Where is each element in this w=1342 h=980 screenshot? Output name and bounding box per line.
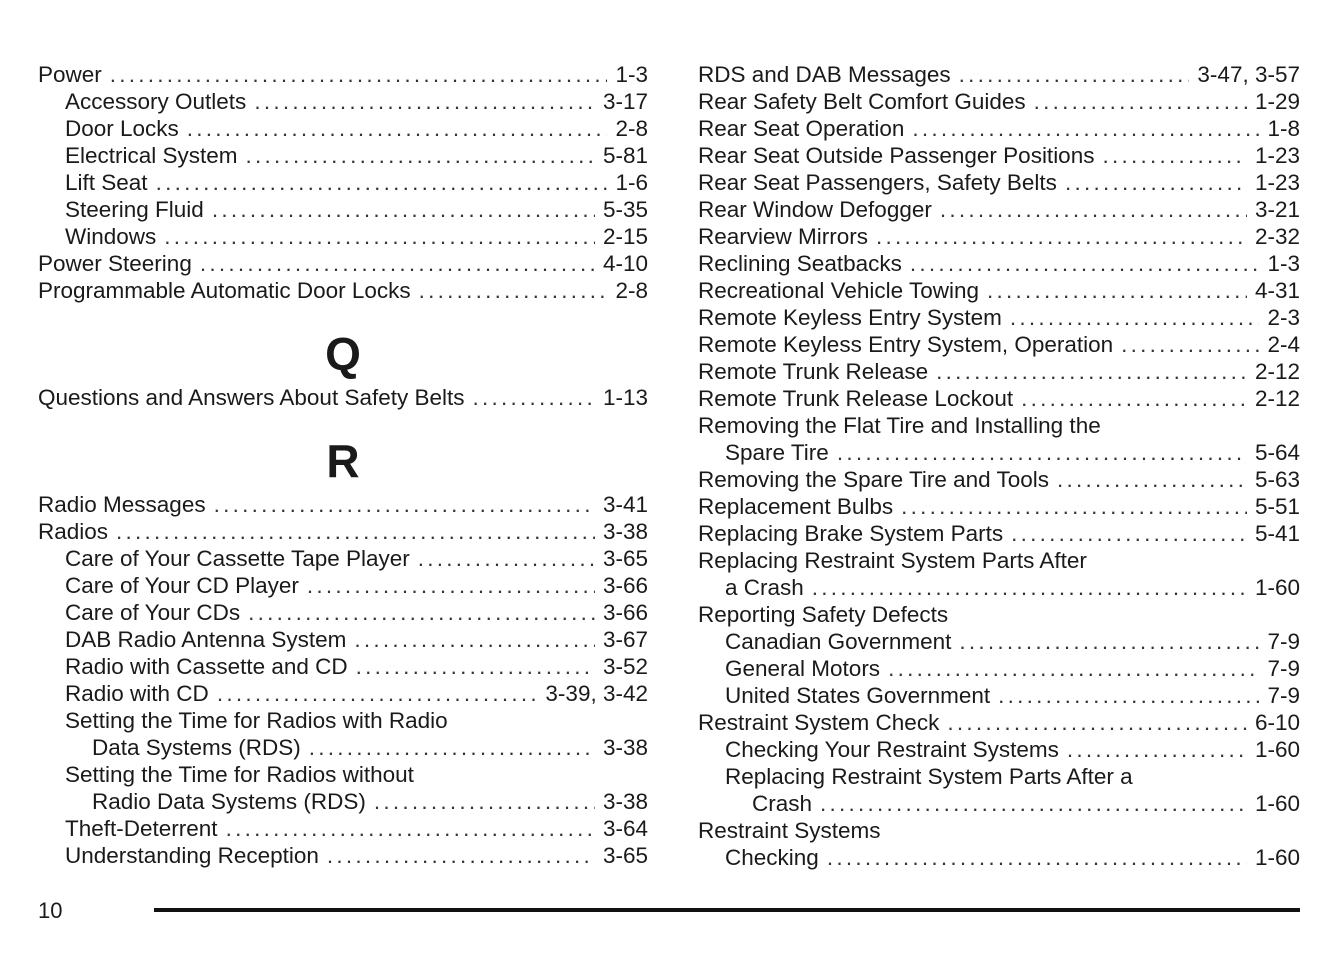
index-entry <box>38 115 648 142</box>
entry-page: 7-9 <box>1267 629 1300 654</box>
dot-leader <box>1065 169 1247 196</box>
entry-label: Remote Keyless Entry System, Operation <box>698 332 1114 357</box>
dot-leader <box>212 196 595 223</box>
dot-leader <box>356 653 595 680</box>
entry-label: Replacing Restraint System Parts After a <box>725 764 1133 789</box>
index-entry <box>38 518 648 545</box>
entry-label: Remote Trunk Release Lockout <box>698 386 1014 411</box>
entry-label: Checking <box>725 845 819 870</box>
index-entry <box>38 250 648 277</box>
entry-page: 3-17 <box>602 89 648 114</box>
dot-leader <box>940 196 1247 223</box>
entry-page: 2-8 <box>615 116 648 141</box>
footer-rule <box>154 908 1300 912</box>
dot-leader <box>374 788 595 815</box>
index-entry <box>698 574 1300 601</box>
entry-label: RDS and DAB Messages <box>698 62 951 87</box>
dot-leader <box>1011 520 1247 547</box>
entry-page: 5-41 <box>1254 521 1300 546</box>
index-entry <box>38 599 648 626</box>
entry-page: 3-41 <box>602 492 648 517</box>
entry-label: Removing the Flat Tire and Installing the <box>698 413 1101 438</box>
entry-page: 3-38 <box>602 789 648 814</box>
entry-page: 1-60 <box>1254 737 1300 762</box>
dot-leader <box>307 572 595 599</box>
section-letter-r: R <box>326 435 360 487</box>
index-entry <box>698 628 1300 655</box>
entry-label: Power <box>38 62 102 87</box>
index-entry <box>38 680 648 707</box>
index-entry <box>698 817 1300 844</box>
entry-label: Steering Fluid <box>65 197 204 222</box>
dot-leader <box>473 384 595 411</box>
index-entry <box>38 734 648 761</box>
entry-label: Restraint System Check <box>698 710 940 735</box>
dot-leader <box>217 680 538 707</box>
index-entry <box>698 466 1300 493</box>
dot-leader <box>248 599 595 626</box>
index-entry <box>38 196 648 223</box>
entry-page: 5-81 <box>602 143 648 168</box>
entry-label: Recreational Vehicle Towing <box>698 278 980 303</box>
page-number: 10 <box>38 898 63 923</box>
entry-page: 2-32 <box>1254 224 1300 249</box>
dot-leader <box>901 493 1247 520</box>
entry-label: Restraint Systems <box>698 818 881 843</box>
index-entry <box>698 304 1300 331</box>
index-entry <box>38 384 648 411</box>
entry-label: Radio with CD <box>65 681 209 706</box>
dot-leader <box>959 61 1190 88</box>
entry-label: Windows <box>65 224 157 249</box>
dot-leader <box>959 628 1259 655</box>
entry-label: Remote Trunk Release <box>698 359 929 384</box>
dot-leader <box>156 169 608 196</box>
dot-leader <box>837 439 1247 466</box>
entry-label: Door Locks <box>65 116 179 141</box>
entry-page: 3-21 <box>1254 197 1300 222</box>
entry-label: General Motors <box>725 656 881 681</box>
dot-leader <box>164 223 595 250</box>
entry-page: 6-10 <box>1254 710 1300 735</box>
entry-page: 1-13 <box>602 385 648 410</box>
entry-page: 2-15 <box>602 224 648 249</box>
entry-label: Crash <box>752 791 813 816</box>
entry-page: 3-39, 3-42 <box>545 681 648 706</box>
entry-label: United States Government <box>725 683 991 708</box>
index-entry <box>698 142 1300 169</box>
index-entry <box>38 707 648 734</box>
dot-leader <box>200 250 595 277</box>
entry-label: Remote Keyless Entry System <box>698 305 1002 330</box>
entry-label: Reclining Seatbacks <box>698 251 902 276</box>
entry-page: 5-63 <box>1254 467 1300 492</box>
index-entry <box>38 653 648 680</box>
entry-label: Theft-Deterrent <box>65 816 218 841</box>
index-entry <box>38 277 648 304</box>
index-entry <box>38 223 648 250</box>
section-letter-q: Q <box>325 328 361 380</box>
entry-label: Accessory Outlets <box>65 89 247 114</box>
entry-page: 7-9 <box>1267 656 1300 681</box>
entry-label: Spare Tire <box>725 440 829 465</box>
entry-label: Reporting Safety Defects <box>698 602 949 627</box>
entry-page: 3-52 <box>602 654 648 679</box>
entry-label: Setting the Time for Radios without <box>65 762 414 787</box>
entry-page: 2-12 <box>1254 386 1300 411</box>
dot-leader <box>246 142 595 169</box>
entry-label: a Crash <box>725 575 804 600</box>
entry-label: Rear Window Defogger <box>698 197 932 222</box>
index-entry <box>38 788 648 815</box>
dot-leader <box>998 682 1259 709</box>
dot-leader <box>812 574 1247 601</box>
index-entry <box>698 493 1300 520</box>
entry-label: Rear Safety Belt Comfort Guides <box>698 89 1026 114</box>
index-entry <box>698 601 1300 628</box>
entry-label: Rear Seat Passengers, Safety Belts <box>698 170 1057 195</box>
index-entry <box>698 88 1300 115</box>
entry-label: Rearview Mirrors <box>698 224 869 249</box>
index-entry <box>698 358 1300 385</box>
entry-label: Care of Your Cassette Tape Player <box>65 546 410 571</box>
entry-label: Radio Messages <box>38 492 206 517</box>
entry-page: 1-60 <box>1254 845 1300 870</box>
index-entry <box>698 412 1300 439</box>
dot-leader <box>226 815 595 842</box>
entry-page: 3-38 <box>602 519 648 544</box>
index-entry <box>698 736 1300 763</box>
index-entry <box>698 790 1300 817</box>
entry-label: Data Systems (RDS) <box>92 735 301 760</box>
entry-page: 1-23 <box>1254 170 1300 195</box>
index-entry <box>698 439 1300 466</box>
entry-label: Lift Seat <box>65 170 148 195</box>
entry-page: 5-35 <box>602 197 648 222</box>
dot-leader <box>910 250 1260 277</box>
index-entry <box>698 277 1300 304</box>
entry-label: Replacing Restraint System Parts After <box>698 548 1087 573</box>
entry-label: Power Steering <box>38 251 192 276</box>
entry-page: 1-29 <box>1254 89 1300 114</box>
dot-leader <box>1102 142 1246 169</box>
dot-leader <box>110 61 608 88</box>
entry-page: 2-3 <box>1267 305 1300 330</box>
index-entry <box>698 763 1300 790</box>
entry-label: Care of Your CDs <box>65 600 241 625</box>
entry-label: Care of Your CD Player <box>65 573 299 598</box>
entry-label: Understanding Reception <box>65 843 319 868</box>
dot-leader <box>827 844 1247 871</box>
dot-leader <box>214 491 595 518</box>
entry-label: Radio Data Systems (RDS) <box>92 789 366 814</box>
entry-label: Checking Your Restraint Systems <box>725 737 1059 762</box>
dot-leader <box>1021 385 1247 412</box>
entry-page: 1-23 <box>1254 143 1300 168</box>
index-entry <box>38 61 648 88</box>
entry-page: 1-60 <box>1254 575 1300 600</box>
index-entry <box>698 196 1300 223</box>
dot-leader <box>1067 736 1247 763</box>
entry-label: DAB Radio Antenna System <box>65 627 347 652</box>
dot-leader <box>254 88 595 115</box>
entry-page: 1-8 <box>1267 116 1300 141</box>
entry-page: 1-60 <box>1254 791 1300 816</box>
entry-label: Programmable Automatic Door Locks <box>38 278 411 303</box>
entry-label: Radio with Cassette and CD <box>65 654 348 679</box>
dot-leader <box>327 842 595 869</box>
entry-page: 3-64 <box>602 816 648 841</box>
index-entry <box>698 520 1300 547</box>
index-entry <box>38 626 648 653</box>
entry-label: Replacing Brake System Parts <box>698 521 1004 546</box>
entry-page: 2-4 <box>1267 332 1300 357</box>
index-entry <box>38 815 648 842</box>
index-column-right <box>698 61 1300 871</box>
dot-leader <box>888 655 1259 682</box>
dot-leader <box>187 115 608 142</box>
index-entry <box>38 88 648 115</box>
index-entry <box>698 385 1300 412</box>
index-entry <box>698 223 1300 250</box>
index-entry <box>38 842 648 869</box>
entry-page: 5-64 <box>1254 440 1300 465</box>
index-entry <box>698 709 1300 736</box>
index-group-p <box>38 61 648 304</box>
dot-leader <box>936 358 1247 385</box>
dot-leader <box>354 626 595 653</box>
entry-label: Electrical System <box>65 143 238 168</box>
entry-page: 4-31 <box>1254 278 1300 303</box>
entry-page: 3-65 <box>602 546 648 571</box>
dot-leader <box>418 545 595 572</box>
index-entry <box>698 250 1300 277</box>
entry-page: 3-65 <box>602 843 648 868</box>
index-entry <box>38 142 648 169</box>
dot-leader <box>309 734 595 761</box>
index-group-q <box>38 384 648 411</box>
dot-leader <box>419 277 608 304</box>
dot-leader <box>1010 304 1260 331</box>
index-column-left <box>38 61 648 869</box>
entry-page: 3-38 <box>602 735 648 760</box>
entry-label: Radios <box>38 519 109 544</box>
dot-leader <box>876 223 1247 250</box>
index-entry <box>698 844 1300 871</box>
dot-leader <box>947 709 1247 736</box>
entry-page: 2-12 <box>1254 359 1300 384</box>
entry-label: Canadian Government <box>725 629 952 654</box>
dot-leader <box>987 277 1247 304</box>
index-group-r <box>38 491 648 869</box>
dot-leader <box>1121 331 1259 358</box>
entry-page: 1-6 <box>615 170 648 195</box>
dot-leader <box>1057 466 1247 493</box>
entry-page: 3-67 <box>602 627 648 652</box>
index-entry <box>698 169 1300 196</box>
entry-label: Removing the Spare Tire and Tools <box>698 467 1050 492</box>
dot-leader <box>1034 88 1247 115</box>
dot-leader <box>116 518 595 545</box>
dot-leader <box>912 115 1259 142</box>
entry-page: 3-47, 3-57 <box>1197 62 1300 87</box>
index-entry <box>698 61 1300 88</box>
index-entry <box>698 655 1300 682</box>
index-entry <box>38 761 648 788</box>
entry-page: 1-3 <box>1267 251 1300 276</box>
entry-page: 1-3 <box>615 62 648 87</box>
index-entry <box>698 115 1300 142</box>
entry-page: 4-10 <box>602 251 648 276</box>
index-entry <box>38 491 648 518</box>
entry-label: Rear Seat Operation <box>698 116 905 141</box>
index-entry <box>698 547 1300 574</box>
entry-page: 5-51 <box>1254 494 1300 519</box>
entry-label: Questions and Answers About Safety Belts <box>38 385 465 410</box>
entry-page: 3-66 <box>602 573 648 598</box>
entry-label: Replacement Bulbs <box>698 494 894 519</box>
entry-label: Setting the Time for Radios with Radio <box>65 708 448 733</box>
entry-page: 3-66 <box>602 600 648 625</box>
entry-page: 2-8 <box>615 278 648 303</box>
entry-label: Rear Seat Outside Passenger Positions <box>698 143 1095 168</box>
index-entry <box>698 331 1300 358</box>
index-entry <box>38 572 648 599</box>
entry-page: 7-9 <box>1267 683 1300 708</box>
index-entry <box>38 545 648 572</box>
index-entry <box>698 682 1300 709</box>
index-entry <box>38 169 648 196</box>
dot-leader <box>820 790 1247 817</box>
